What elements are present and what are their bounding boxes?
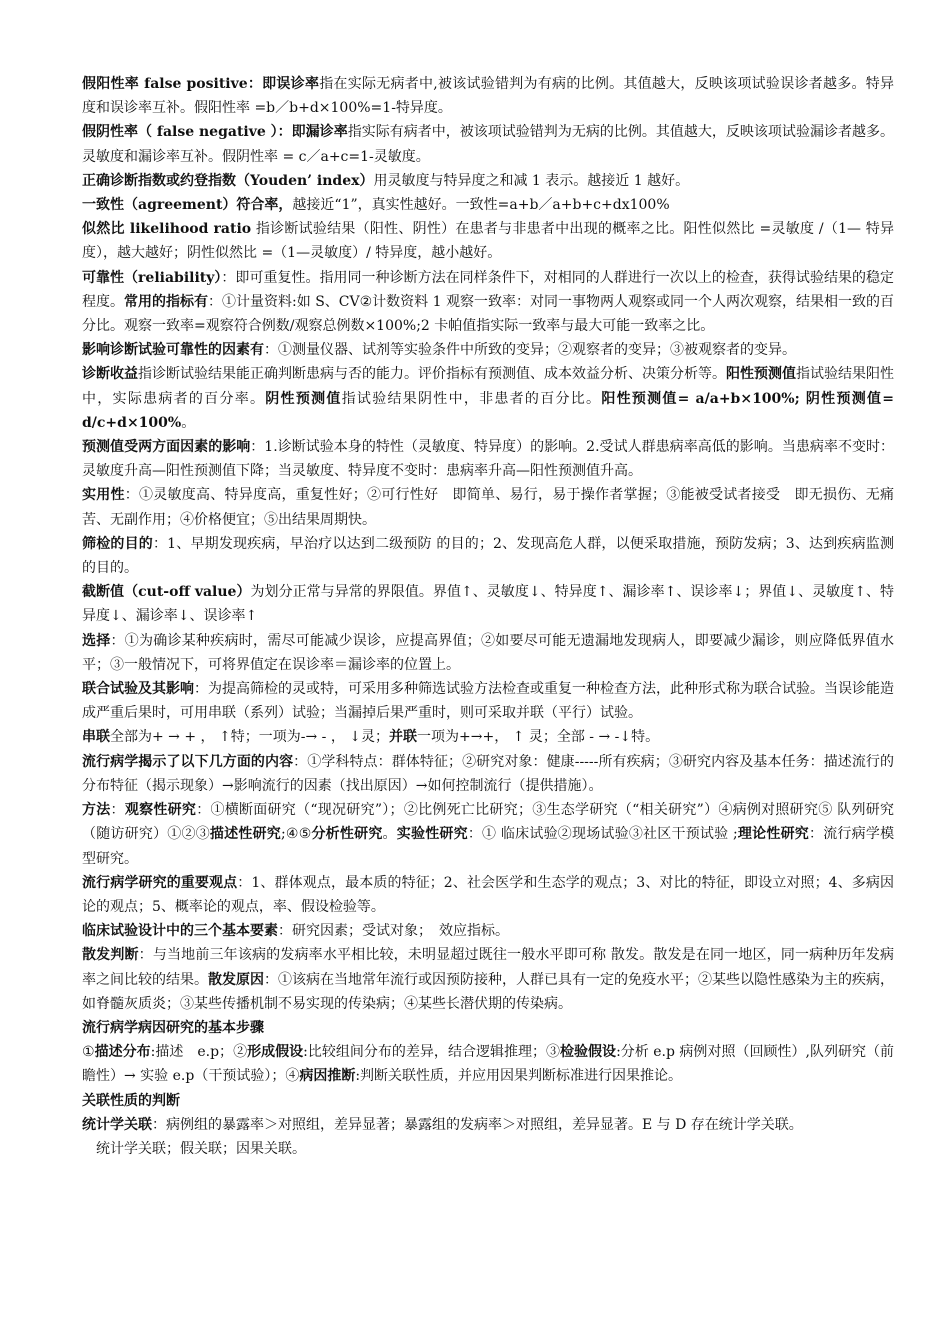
paragraph-text: ： xyxy=(110,802,125,819)
paragraph-text: ：1、早期发现疾病，早治疗以达到二级预防 的目的；2、发现高危人群，以便采取措施，预防发病；3、达到疾病监测的目的。 xyxy=(82,535,894,577)
term-heading: 常用的指标有 xyxy=(124,293,209,310)
paragraph-text: ：① 临床试验②现场试验③社区干预试验 ; xyxy=(467,826,738,843)
paragraph-text: 统计学关联；假关联；因果关联。 xyxy=(82,1140,306,1157)
term-heading: 选择 xyxy=(82,632,111,649)
paragraph-practicality xyxy=(82,483,894,531)
paragraph-text: 指试验结果阳性中，实际患病者的百分率。 xyxy=(82,366,894,407)
term-heading: 预测值受两方面因素的影响 xyxy=(82,439,251,456)
term-heading: 影响诊断试验可靠性的因素有 xyxy=(82,342,264,359)
paragraph-reliability-factors xyxy=(82,338,894,362)
term-heading: 描述性研究 xyxy=(209,826,281,843)
document-page xyxy=(82,72,894,1161)
paragraph-text: 指实际有病者中，被该项试验错判为无病的比例。其值越大，反映该项试验漏诊者越多。灵敏度和漏诊率互补。假阴性率 = c／a+c=1-灵敏度。 xyxy=(82,124,894,165)
section-heading-association: 关联性质的判断 xyxy=(82,1092,180,1109)
paragraph-agreement xyxy=(82,193,894,217)
term-heading: 形成假设 xyxy=(247,1044,304,1061)
paragraph-text: :描述 e.p；② xyxy=(150,1044,248,1061)
term-heading: 正确诊断指数或约登指数（Youden’ index） xyxy=(82,172,374,189)
paragraph-combined-tests xyxy=(82,677,894,725)
paragraph-screening-purpose xyxy=(82,532,894,580)
paragraph-text: ：病例组的暴露率＞对照组，差异显著；暴露组的发病率＞对照组，差异显著。E 与 D 存在统计学关联。 xyxy=(152,1116,803,1133)
paragraph-false-negative xyxy=(82,120,894,168)
term-heading: 病因推断 xyxy=(299,1068,356,1085)
section-heading-etiology-steps: 流行病学病因研究的基本步骤 xyxy=(82,1019,264,1036)
paragraph-text: ：为提高筛检的灵或特，可采用多种筛选试验方法检查或重复一种检查方法，此种形式称为联合试验。当误诊能造成严重后果时，可用串联（系列）试验；当漏掉后果严重时，则可采取并联（平行）试验。 xyxy=(82,681,894,722)
paragraph-text: :比较组间分布的差异，结合逻辑推理；③ xyxy=(303,1044,561,1061)
term-heading: 临床试验设计中的三个基本要素 xyxy=(82,923,278,940)
term-heading: 流行病学揭示了以下几方面的内容 xyxy=(82,753,294,770)
paragraph-youden-index xyxy=(82,169,894,193)
paragraph-etiology-steps xyxy=(82,1040,894,1088)
paragraph-text: 用灵敏度与特异度之和减 1 表示。越接近 1 越好。 xyxy=(373,172,690,189)
term-heading: 联合试验及其影响 xyxy=(82,681,194,698)
paragraph-cutoff-value xyxy=(82,580,894,628)
paragraph-epidemiology-content xyxy=(82,750,894,798)
paragraph-text: ：1、群体观点，最本质的特征；2、社会医学和生态学的观点；3、对比的特征，即设立对照；4、多病因论的观点；5、概率论的观点，率、假设检验等。 xyxy=(82,874,894,915)
term-heading: 散发原因 xyxy=(208,971,264,988)
paragraph-text: ：研究因素；受试对象； 效应指标。 xyxy=(278,923,509,940)
paragraph-selection xyxy=(82,629,894,677)
term-heading: 截断值（cut-off value） xyxy=(82,584,251,601)
paragraph-text: ：即可重复性。指用同一种诊断方法在同样条件下，对相同的人群进行一次以上的检查，获得试验结果的稳定程度。 xyxy=(82,269,895,310)
paragraph-serial-parallel xyxy=(82,725,894,749)
paragraph-text: ：①测量仪器、试剂等实验条件中所致的变异；②观察者的变异；③被观察者的变异。 xyxy=(264,342,796,359)
term-heading: 流行病学研究的重要观点 xyxy=(82,874,238,891)
paragraph-text: ：①为确诊某种疾病时，需尽可能减少误诊，应提高界值；②如要尽可能无遗漏地发现病人，即要减少漏诊，则应降低界值水平；③一般情况下，可将界值定在误诊率＝漏诊率的位置上。 xyxy=(82,632,894,673)
paragraph-text: ① xyxy=(82,1044,95,1061)
paragraph-key-viewpoints xyxy=(82,871,894,919)
paragraph-text: ;④⑤ xyxy=(281,826,312,843)
paragraph-text: 指诊断试验结果能正确判断患病与否的能力。评价指标有预测值、成本效益分析、决策分析等。 xyxy=(138,366,726,383)
term-heading: 并联 xyxy=(389,729,417,746)
paragraph-likelihood-ratio xyxy=(82,217,894,265)
term-heading: 一致性（agreement）符合率， xyxy=(82,197,293,214)
paragraph-text: 全部为+ → + ， ↑特；一项为-→ - ， ↓灵； xyxy=(110,729,389,746)
paragraph-text: ：与当地前三年该病的发病率水平相比较，未明显超过既往一般水平即可称 散发。散发是在同一地区，同一病种历年发病率之间比较的结果。 xyxy=(82,947,894,988)
paragraph-text: :判断关联性质，并应用因果判断标准进行因果推论。 xyxy=(355,1068,683,1085)
term-heading: 假阴性率（ false negative ）：即漏诊率 xyxy=(82,124,348,141)
paragraph-text: 。 xyxy=(181,414,196,431)
paragraph-predictive-factors xyxy=(82,435,894,483)
term-heading: 统计学关联 xyxy=(82,1116,152,1133)
paragraph-diagnostic-yield xyxy=(82,362,894,435)
term-heading: 串联 xyxy=(82,729,110,746)
paragraph-text: 指试验结果阴性中，非患者的百分比。 xyxy=(341,390,602,407)
paragraph-statistical-association xyxy=(82,1113,894,1161)
paragraph-text: :分析 e.p 病例对照（回顾性）,队列研究（前瞻性）→ 实验 e.p（干预试验）；④ xyxy=(82,1044,895,1085)
paragraph-text: 一项为+→+， ↑ 灵；全部 - → -↓特。 xyxy=(417,729,660,746)
term-heading: 筛检的目的 xyxy=(82,535,153,552)
term-heading: 阴性预测值 xyxy=(265,390,342,407)
paragraph-trial-elements xyxy=(82,919,894,943)
term-heading: 理论性研究 xyxy=(737,826,809,843)
term-heading: 可靠性（reliability） xyxy=(82,269,222,286)
paragraph-text: 越接近“1”，真实性越好。一致性=a+b／a+b+c+dx100% xyxy=(292,197,670,214)
term-heading: 阳性预测值 xyxy=(726,366,796,383)
paragraph-text: 为划分正常与异常的界限值。界值↑、灵敏度↓、特异度↑、漏诊率↑、误诊率↓；界值↓、灵敏度↑、特异度↓、漏诊率↓、误诊率↑ xyxy=(82,584,894,625)
term-heading: 似然比 likelihood ratio xyxy=(82,221,252,238)
term-heading: 描述分布 xyxy=(94,1044,151,1061)
term-heading: 阳性预测值= a/a+b×100%; 阴性预测值= d/c+d×100% xyxy=(82,390,895,431)
paragraph-text: 。 xyxy=(382,826,397,843)
paragraph-text: ：①横断面研究（“现况研究”）；②比例死亡比研究；③生态学研究（“相关研究”）④病例对照研究⑤ 队列研究（随访研究）①②③ xyxy=(82,802,895,843)
paragraph-false-positive xyxy=(82,72,894,120)
paragraph-text: 指在实际无病者中,被该试验错判为有病的比例。其值越大，反映该项试验误诊者越多。特异度和误诊率互补。假阳性率 =b／b+d×100%=1-特异度。 xyxy=(82,76,895,117)
paragraph-reliability xyxy=(82,266,894,339)
term-heading: 诊断收益 xyxy=(82,366,138,383)
term-heading: 方法 xyxy=(82,802,111,819)
paragraph-text: ：①计量资料:如 S、CV②计数资料 1 观察一致率：对同一事物两人观察或同一个人两次观察，结果相一致的百分比。观察一致率=观察符合例数/观察总例数×100%;2 卡帕值指实际一致率与最大可能一致率之比。 xyxy=(82,293,895,335)
term-heading: 分析性研究 xyxy=(311,826,383,843)
term-heading: 假阳性率 false positive：即误诊率 xyxy=(82,76,320,92)
term-heading: 检验假设 xyxy=(560,1044,617,1061)
term-heading: 实验性研究 xyxy=(396,826,468,843)
paragraph-sporadic xyxy=(82,943,894,1016)
paragraph-text: 指诊断试验结果（阳性、阴性）在患者与非患者中出现的概率之比。阳性似然比 =灵敏度 /（1— 特异度），越大越好；阴性似然比 =（1—灵敏度）/ 特异度，越小越好。 xyxy=(82,221,895,262)
paragraph-text: ：①该病在当地常年流行或因预防接种，人群已具有一定的免疫水平；②某些以隐性感染为主的疾病，如脊髓灰质炎；③某些传播机制不易实现的传染病；④某些长潜伏期的传染病。 xyxy=(82,971,894,1012)
paragraph-methods xyxy=(82,798,894,871)
paragraph-text: ：1.诊断试验本身的特性（灵敏度、特异度）的影响。2.受试人群患病率高低的影响。当患病率不变时：灵敏度升高—阳性预测值下降；当灵敏度、特异度不变时：患病率升高—阳性预测值升高。 xyxy=(82,439,895,480)
paragraph-text: ：①灵敏度高、特异度高，重复性好；②可行性好 即简单、易行，易于操作者掌握；③能被受试者接受 即无损伤、无痛苦、无副作用；④价格便宜；⑤出结果周期快。 xyxy=(82,487,894,528)
paragraph-text: ：流行病学模型研究。 xyxy=(82,826,895,867)
paragraph-text: ：①学科特点：群体特征；②研究对象：健康-----所有疾病；③研究内容及基本任务：描述流行的分布特征（揭示现象）→影响流行的因素（找出原因）→如何控制流行（提供措施）。 xyxy=(82,753,895,794)
term-heading: 实用性 xyxy=(82,487,125,504)
term-heading: 观察性研究 xyxy=(124,802,197,819)
term-heading: 散发判断 xyxy=(82,947,139,964)
